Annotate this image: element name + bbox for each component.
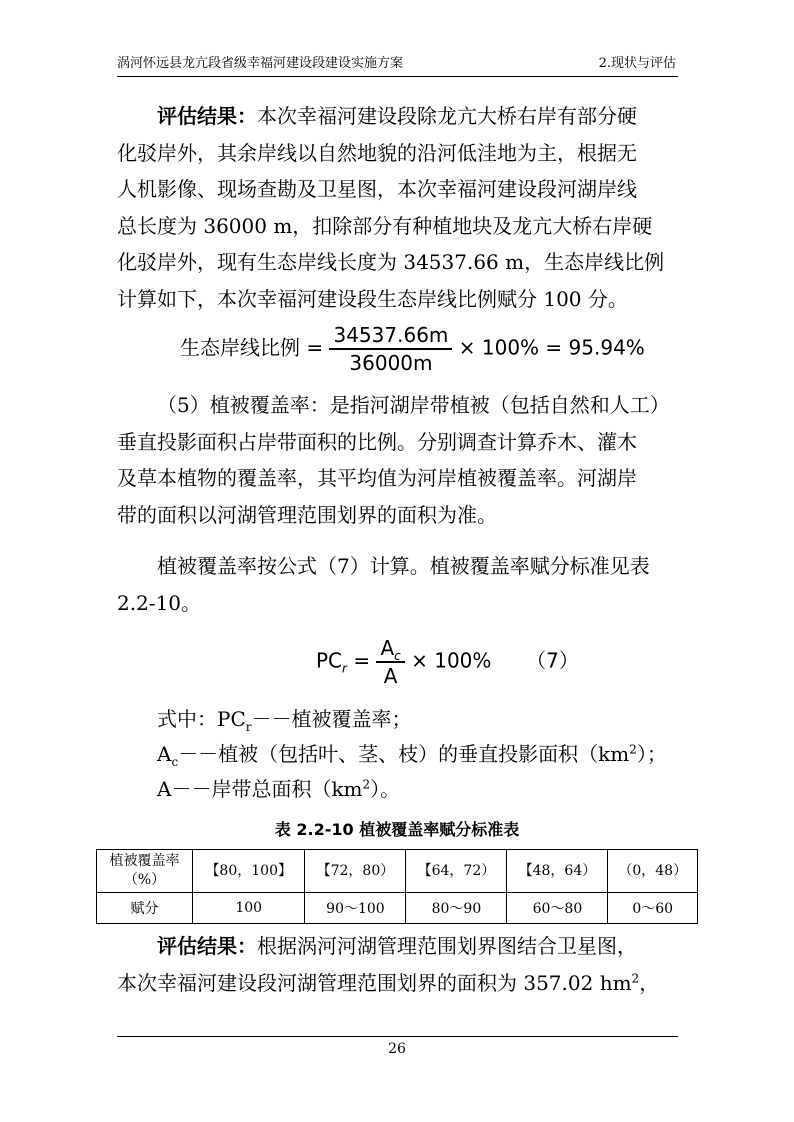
para1-line-4: 总长度为 36000 m，扣除部分有种植地块及龙亢大桥右岸硬 bbox=[117, 213, 653, 238]
para2-line-1: （5）植被覆盖率：是指河湖岸带植被（包括自然和人工） bbox=[157, 393, 670, 417]
para1-line-2: 化驳岸外，其余岸线以自然地貌的沿河低洼地为主，根据无 bbox=[117, 140, 637, 165]
table-cell: 【48，64） bbox=[507, 850, 608, 893]
para3-line-2: 2.2-10。 bbox=[117, 590, 202, 615]
assessment-paragraph-1 bbox=[117, 98, 682, 317]
para1-line-1: 评估结果：本次幸福河建设段除龙亢大桥右岸有部分硬 bbox=[157, 104, 637, 128]
table-caption: 表 2.2-10 植被覆盖率赋分标准表 bbox=[274, 820, 520, 839]
para1-line-3: 人机影像、现场查勘及卫星图，本次幸福河建设段河湖岸线 bbox=[117, 177, 637, 201]
assessment-label: 评估结果： bbox=[157, 104, 257, 128]
formula-fraction: $\frac{A_c}{A}$ bbox=[376, 636, 404, 688]
table-cell: 100 bbox=[193, 893, 305, 924]
para1-line-5: 化驳岸外，现有生态岸线长度为 34537.66 m，生态岸线比例 bbox=[117, 250, 665, 274]
para4-line-2: 本次幸福河建设段河湖管理范围划界的面积为 357.02 $hm^2$， bbox=[117, 970, 660, 995]
vegetation-coverage-definition-paragraph bbox=[117, 387, 682, 533]
para2-line-3: 及草本植物的覆盖率，其平均值为河岸植被覆盖率。河湖岸 bbox=[117, 466, 637, 490]
table-cell: 60～80 bbox=[507, 893, 608, 924]
table-cell: 【72，80） bbox=[305, 850, 406, 893]
page-number: 26 bbox=[388, 1041, 406, 1057]
assessment-label: 评估结果： bbox=[157, 934, 257, 958]
table-cell: 80～90 bbox=[406, 893, 507, 924]
table-header-cell: 赋分 bbox=[97, 893, 193, 924]
para3-line-1: 植被覆盖率按公式（7）计算。植被覆盖率赋分标准见表 bbox=[157, 554, 650, 578]
para4-line-1: 评估结果：根据涡河河湖管理范围划界图结合卫星图， bbox=[157, 934, 637, 958]
variable-definitions bbox=[117, 702, 682, 807]
para2-line-2: 垂直投影面积占岸带面积的比例。分别调查计算乔木、灌木 bbox=[117, 429, 637, 454]
definition-a: A－－岸带总面积$(km^2)$。 bbox=[157, 777, 401, 801]
table-cell: 【64，72） bbox=[406, 850, 507, 893]
table-cell: （0，48） bbox=[608, 850, 698, 893]
para1-line-6: 计算如下，本次幸福河建设段生态岸线比例赋分 100 分。 bbox=[117, 286, 628, 311]
header-rule bbox=[117, 76, 678, 77]
equation-fraction: $\frac{34537.66m}{36000m}$ bbox=[329, 323, 452, 375]
table-row-scores bbox=[97, 893, 698, 924]
formula-number: （7） bbox=[526, 648, 579, 673]
header-document-title: 涡河怀远县龙亢段省级幸福河建设段建设实施方案 bbox=[117, 56, 404, 71]
table-cell: 90～100 bbox=[305, 893, 406, 924]
vegetation-coverage-formula: $PC_r$ = $\frac{A_c}{A}$ × 100% （7） bbox=[316, 636, 579, 688]
table-row-ranges bbox=[97, 850, 698, 893]
vegetation-coverage-scoring-table bbox=[96, 849, 698, 924]
footer-rule bbox=[117, 1036, 678, 1037]
para2-line-4: 带的面积以河湖管理范围划界的面积为准。 bbox=[117, 502, 497, 527]
ecological-shoreline-ratio-equation: 生态岸线比例 = $\frac{34537.66m}{36000m}$ × 100% = 95.94% bbox=[180, 323, 645, 375]
definition-pcr: 式中：$PC_r--$植被覆盖率； bbox=[157, 707, 412, 734]
table-cell: 0～60 bbox=[608, 893, 698, 924]
table-cell: 【80，100】 bbox=[193, 850, 305, 893]
definition-ac: $A_c--$植被（包括叶、茎、枝）的垂直投影面积$(km^2)$； bbox=[157, 742, 667, 769]
table-header-cell: 植被覆盖率 （%） bbox=[97, 850, 193, 893]
header-section-title: 2.现状与评估 bbox=[598, 56, 676, 71]
formula-intro-paragraph bbox=[117, 548, 682, 621]
assessment-paragraph-2 bbox=[117, 928, 682, 1001]
